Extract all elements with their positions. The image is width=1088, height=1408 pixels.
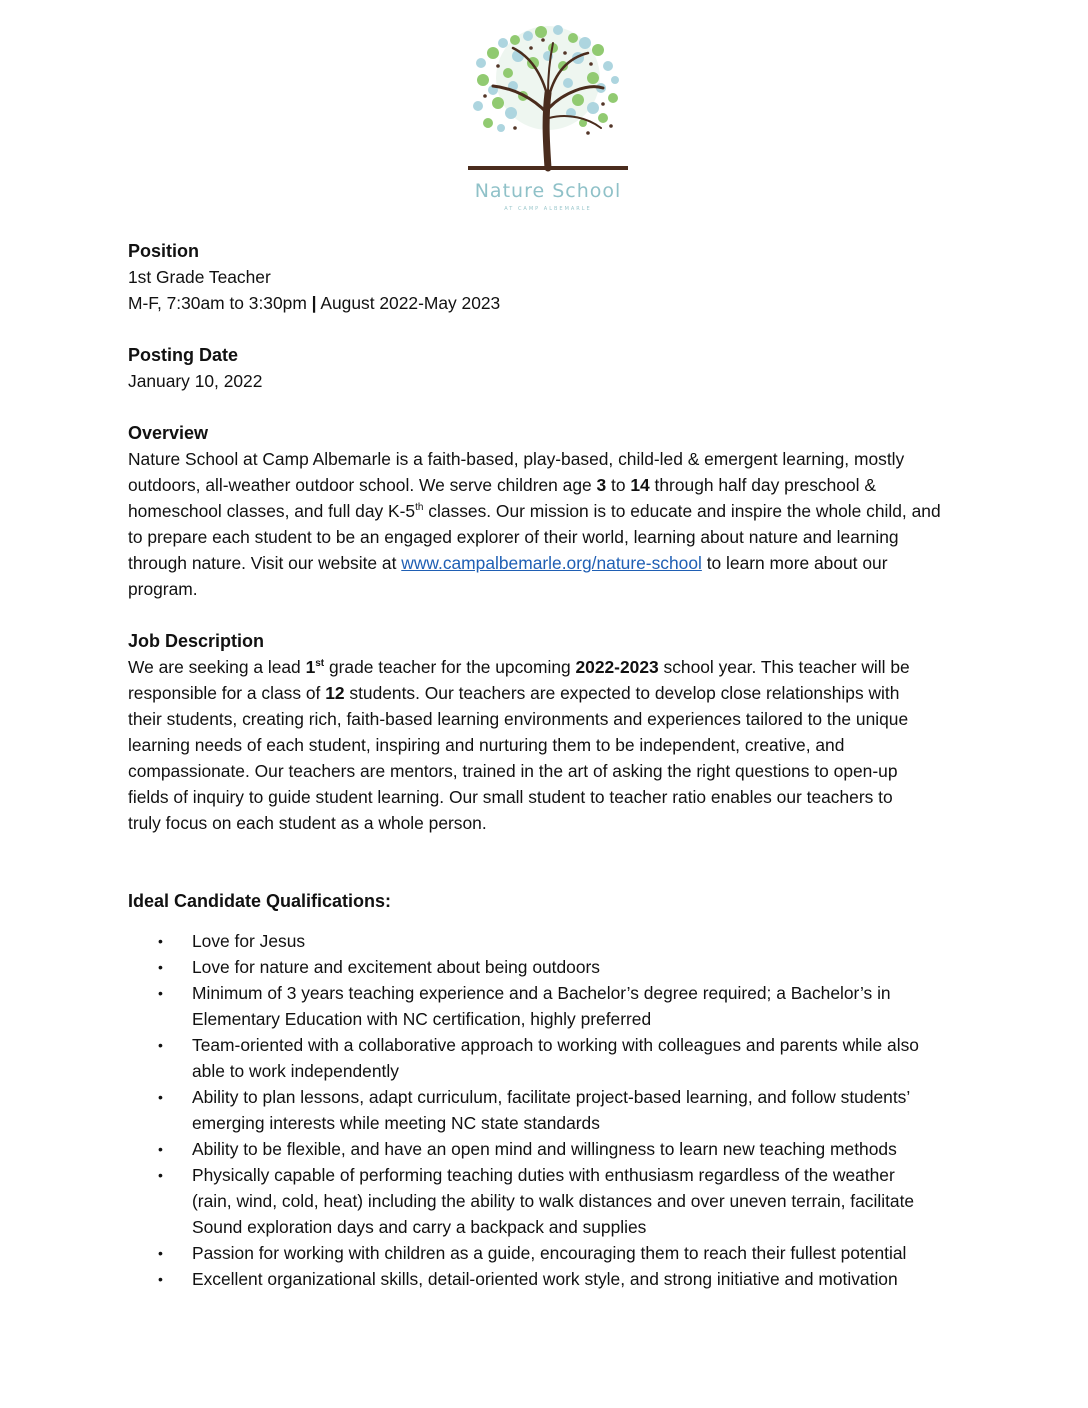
overview-line: outdoors, all-weather outdoor school. We serve children age 3 to 14 through half day preschool &	[128, 475, 876, 495]
job-line: fields of inquiry to guide student learning. Our small student to teacher ratio enables our teachers to	[128, 787, 893, 807]
qualification-line: emerging interests while meeting NC state standards	[192, 1113, 600, 1133]
qualification-line: Team-oriented with a collaborative approach to working with colleagues and parents while also	[192, 1035, 919, 1055]
ground-line	[468, 166, 628, 170]
position-title: 1st Grade Teacher	[128, 267, 271, 287]
qualification-item	[128, 1240, 968, 1266]
bullet-icon: •	[158, 1245, 163, 1261]
posting-date-heading: Posting Date	[128, 345, 239, 365]
job-line: compassionate. Our teachers are mentors, trained in the art of asking the right questions to open-up	[128, 761, 898, 781]
qualification-item	[128, 1162, 968, 1240]
job-description-heading: Job Description	[128, 631, 265, 651]
job-line: We are seeking a lead 1st grade teacher for the upcoming 2022-2023 school year. This teacher will be	[128, 657, 910, 677]
qualifications-list	[128, 928, 968, 1292]
overview-line: through nature. Visit our website at www.campalbemarle.org/nature-school to learn more about our	[128, 553, 888, 573]
qualification-line: Ability to be flexible, and have an open mind and willingness to learn new teaching methods	[192, 1139, 897, 1159]
logo-subtitle: AT CAMP ALBEMARLE	[504, 206, 592, 212]
qualification-line: able to work independently	[192, 1061, 399, 1081]
qualification-line: Passion for working with children as a guide, encouraging them to reach their fullest potential	[192, 1243, 907, 1263]
posting-date-section	[128, 342, 968, 394]
position-heading: Position	[128, 241, 199, 261]
logo-title: Nature School	[474, 180, 622, 202]
job-description-section	[128, 628, 968, 836]
qualification-line: Ability to plan lessons, adapt curriculum, facilitate project-based learning, and follow students’	[192, 1087, 911, 1107]
qualification-item	[128, 1266, 968, 1292]
job-description-text	[128, 654, 968, 836]
bullet-icon: •	[158, 1271, 163, 1287]
schedule-dates: August 2022-May 2023	[316, 293, 501, 313]
qualification-line: Love for nature and excitement about being outdoors	[192, 957, 600, 977]
qualification-line: Excellent organizational skills, detail-oriented work style, and strong initiative and motivation	[192, 1269, 898, 1289]
nature-school-logo	[453, 18, 643, 226]
qualification-item	[128, 928, 968, 954]
bullet-icon: •	[158, 1089, 163, 1105]
position-section	[128, 238, 968, 316]
overview-heading: Overview	[128, 423, 209, 443]
job-line: truly focus on each student as a whole person.	[128, 813, 487, 833]
overview-section	[128, 420, 968, 602]
job-line: their students, creating rich, faith-based learning environments and experiences tailored to the unique	[128, 709, 909, 729]
bullet-icon: •	[158, 933, 163, 949]
job-line: learning needs of each student, inspiring and nurturing them to be independent, creative, and	[128, 735, 845, 755]
qualifications-heading: Ideal Candidate Qualifications:	[128, 891, 392, 911]
position-schedule	[128, 290, 968, 316]
qualification-item	[128, 1084, 968, 1136]
overview-line: program.	[128, 579, 198, 599]
qualification-line: Physically capable of performing teaching duties with enthusiasm regardless of the weather	[192, 1165, 895, 1185]
qualification-item	[128, 1032, 968, 1084]
posting-date-value: January 10, 2022	[128, 371, 263, 391]
bullet-icon: •	[158, 1141, 163, 1157]
bullet-icon: •	[158, 1037, 163, 1053]
qualification-line: (rain, wind, cold, heat) including the ability to walk distances and over uneven terrain, facilitate	[192, 1191, 915, 1211]
bullet-icon: •	[158, 959, 163, 975]
qualification-line: Love for Jesus	[192, 931, 306, 951]
qualification-line: Sound exploration days and carry a backpack and supplies	[192, 1217, 647, 1237]
tree-icon	[453, 18, 643, 178]
overview-line: Nature School at Camp Albemarle is a faith-based, play-based, child-led & emergent learning, mostly	[128, 449, 905, 469]
overview-line: homeschool classes, and full day K-5th classes. Our mission is to educate and inspire the whole child, and	[128, 501, 941, 521]
document-body	[128, 238, 968, 1292]
overview-line: to prepare each student to be an engaged explorer of their world, learning about nature and learning	[128, 527, 899, 547]
website-link[interactable]: www.campalbemarle.org/nature-school	[401, 553, 702, 573]
schedule-hours: M-F, 7:30am to 3:30pm	[128, 293, 312, 313]
qualification-line: Minimum of 3 years teaching experience and a Bachelor’s degree required; a Bachelor’s in	[192, 983, 891, 1003]
schedule-separator: |	[311, 293, 317, 313]
qualification-item	[128, 980, 968, 1032]
bullet-icon: •	[158, 985, 163, 1001]
qualification-line: Elementary Education with NC certification, highly preferred	[192, 1009, 652, 1029]
overview-text	[128, 446, 968, 602]
qualifications-section	[128, 888, 968, 1292]
job-line: responsible for a class of 12 students. Our teachers are expected to develop close relationships with	[128, 683, 900, 703]
bullet-icon: •	[158, 1167, 163, 1183]
qualification-item	[128, 954, 968, 980]
qualification-item	[128, 1136, 968, 1162]
